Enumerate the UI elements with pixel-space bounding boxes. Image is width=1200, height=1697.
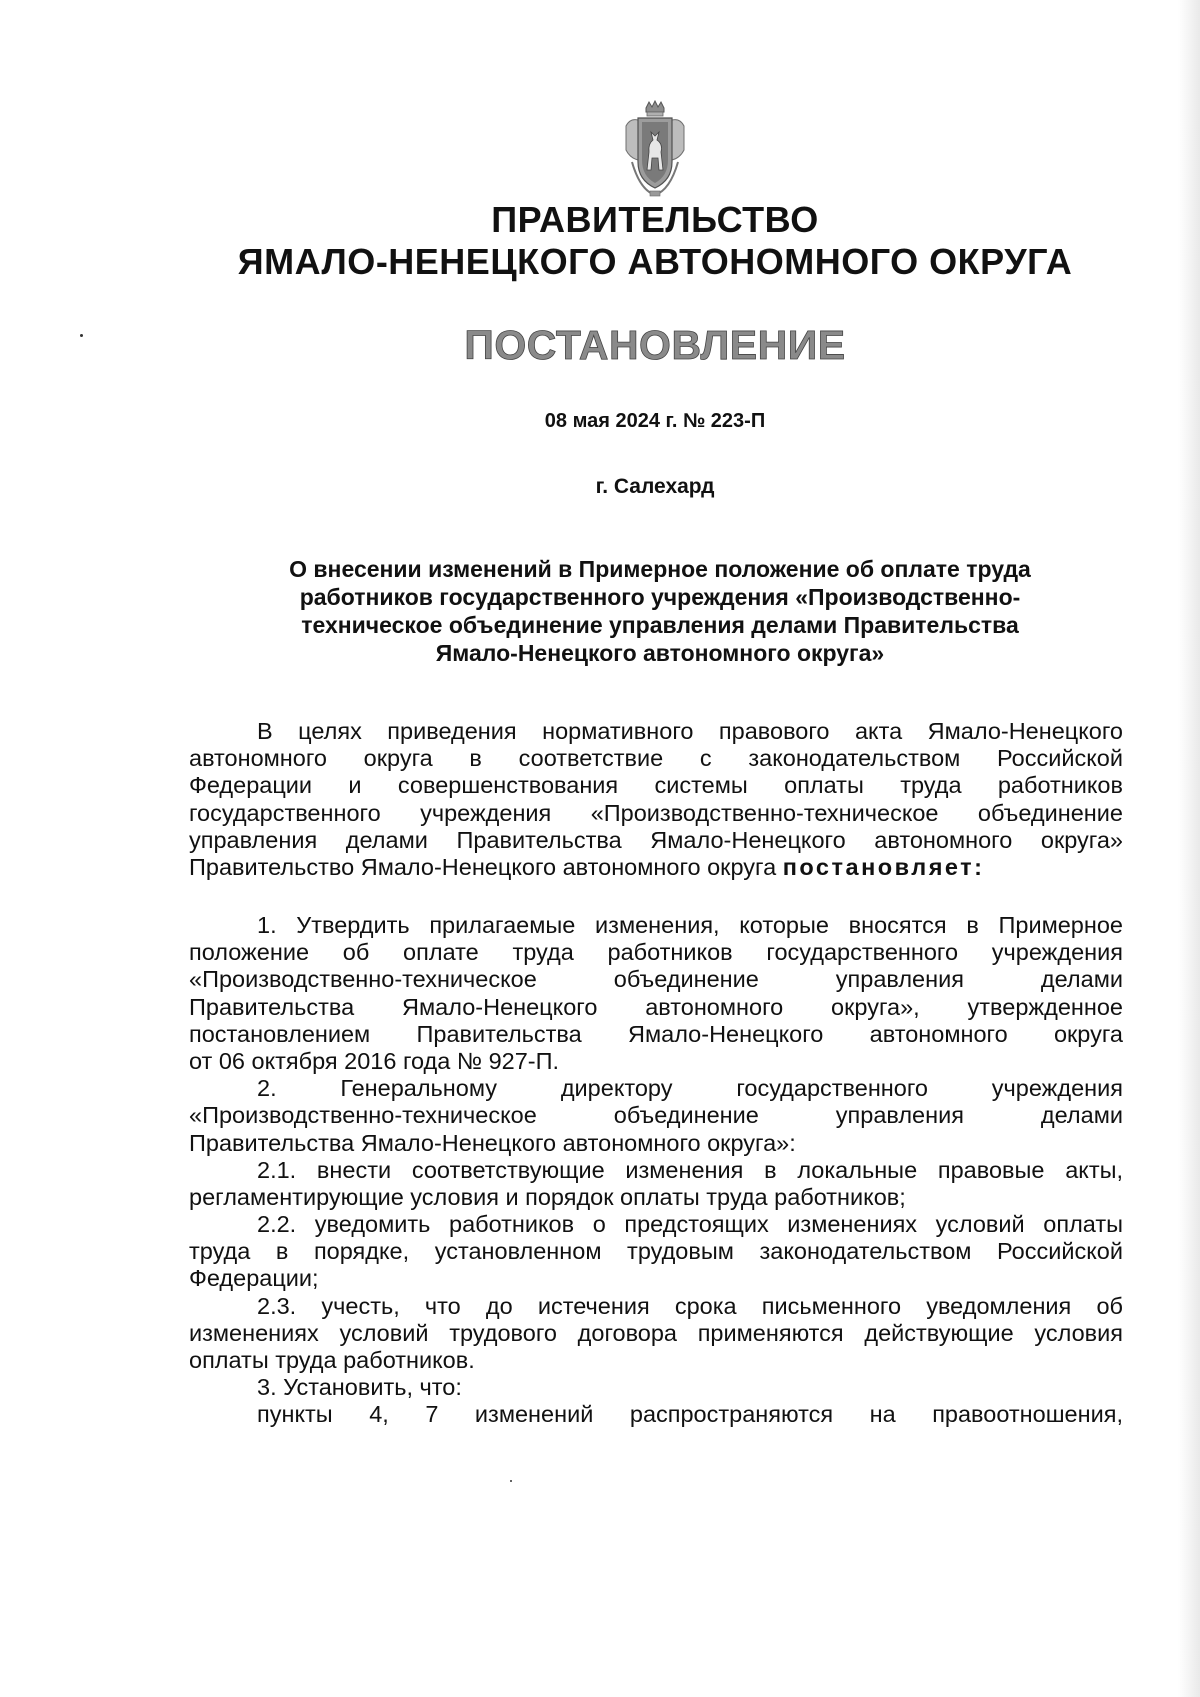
clause-line: 1. Утвердить прилагаемые изменения, которые вносятся в Примерное [257, 912, 1123, 938]
clause-line: Правительства Ямало-Ненецкого автономного округа»: [189, 1129, 796, 1156]
clause-line: регламентирующие условия и порядок оплаты труда работников; [189, 1183, 906, 1210]
clauses-section [189, 912, 1123, 1429]
clause-line: 2. Генеральному директору государственного учреждения [257, 1075, 1123, 1102]
resolves-word: постановляет: [782, 853, 985, 880]
preamble-line: автономного округа в соответствие с законодательством Российской [189, 745, 1123, 772]
clause-line: оплаты труда работников. [189, 1347, 475, 1373]
clause-line: 2.3. учесть, что до истечения срока письменного уведомления об [257, 1292, 1123, 1319]
preamble-paragraph [189, 718, 1123, 881]
coat-of-arms-icon [620, 100, 690, 198]
clause-line: труда в порядке, установленном трудовым законодательством Российской [189, 1238, 1123, 1265]
clause-line: пункты 4, 7 изменений распространяются на правоотношения, [257, 1401, 1123, 1428]
preamble-line: управления делами Правительства Ямало-Ненецкого автономного округа» [189, 826, 1123, 853]
document-subject [190, 555, 1130, 667]
clause-line: изменениях условий трудового договора применяются действующие условия [189, 1319, 1123, 1346]
clause-line: Федерации; [189, 1265, 319, 1292]
clause-line: 2.1. внести соответствующие изменения в локальные правовые акты, [257, 1156, 1123, 1183]
document-date-number: 08 мая 2024 г. № 223-П [544, 410, 766, 432]
clause-line: 3. Установить, что: [257, 1374, 462, 1401]
clause-line: 2.2. уведомить работников о предстоящих изменениях условий оплаты [257, 1211, 1123, 1238]
document-city: г. Салехард [595, 475, 715, 498]
subject-line: работников государственного учреждения «Производственно- [299, 584, 1021, 610]
clause-line: положение об оплате труда работников государственного учреждения [189, 939, 1123, 966]
clause-line: постановлением Правительства Ямало-Ненецкого автономного округа [189, 1020, 1123, 1047]
preamble-line: государственного учреждения «Производственно-техническое объединение [189, 799, 1123, 826]
preamble-line: Федерации и совершенствования системы оплаты труда работников [189, 772, 1123, 799]
clause-line: от 06 октября 2016 года № 927-П. [189, 1047, 560, 1074]
subject-line: Ямало-Ненецкого автономного округа» [435, 640, 885, 666]
clause-line: «Производственно-техническое объединение управления делами [189, 966, 1123, 993]
scan-speck [510, 1480, 512, 1482]
subject-line: техническое объединение управления делами Правительства [301, 612, 1019, 638]
government-title-line-1: ПРАВИТЕЛЬСТВО [491, 199, 819, 240]
preamble-final-line [189, 854, 1123, 881]
clause-line: «Производственно-техническое объединение управления делами [189, 1102, 1123, 1129]
government-title-line-2: ЯМАЛО-НЕНЕЦКОГО АВТОНОМНОГО ОКРУГА [237, 241, 1073, 282]
subject-line: О внесении изменений в Примерное положение об оплате труда [289, 556, 1031, 582]
clause-line: Правительства Ямало-Ненецкого автономного округа», утвержденное [189, 993, 1123, 1020]
document-type: ПОСТАНОВЛЕНИЕ [464, 322, 846, 368]
preamble-line: В целях приведения нормативного правового акта Ямало-Ненецкого [257, 718, 1123, 744]
preamble-line: Правительство Ямало-Ненецкого автономного округа [189, 853, 777, 880]
scan-speck [80, 334, 83, 337]
